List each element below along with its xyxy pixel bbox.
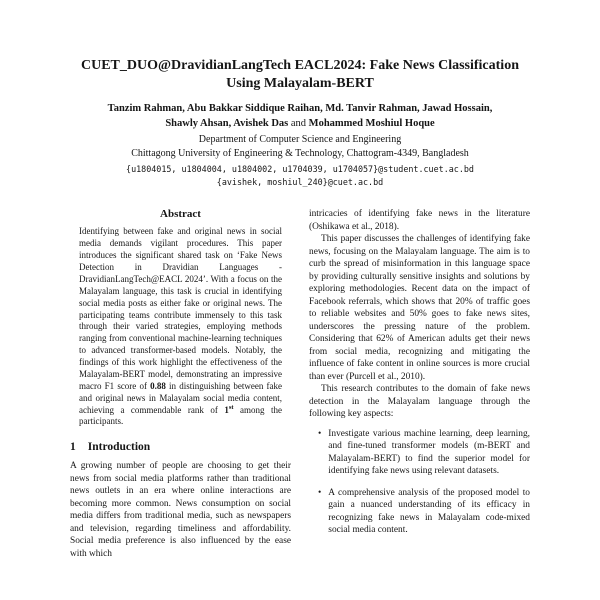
introduction-paragraph: A growing number of people are choosing to get their news from social media platforms rather than traditional news outlets in an era where online interactions are becoming more common. News consumption on social media differs from traditional media, such as newspapers and television, regarding timeliness and affordability. Social media preference is also influenced by the ease with which: [70, 461, 291, 559]
right-paragraph-continuation: intricacies of identifying fake news in the literature (Oshikawa et al., 2018).: [309, 209, 530, 232]
authors-line1: Tanzim Rahman, Abu Bakkar Siddique Raihan, Md. Tanvir Rahman, Jawad Hossain,: [107, 102, 493, 114]
bullet-marker: •: [318, 487, 322, 498]
section-number: 1: [70, 441, 76, 454]
right-column: [309, 208, 530, 560]
section-heading-introduction: [70, 441, 291, 453]
affiliation-department: Department of Computer Science and Engineering: [198, 134, 402, 146]
abstract-part3: among the participants.: [79, 404, 282, 427]
section-title: Introduction: [87, 441, 151, 454]
bullet-text-analysis: A comprehensive analysis of the proposed model to gain a nuanced understanding of its efficacy in recognizing fake news in Malayalam code-mixed social media content.: [328, 487, 530, 536]
two-column-body: [70, 208, 530, 560]
paper-title: [70, 57, 530, 93]
list-item: [318, 487, 530, 537]
author-list: [70, 102, 530, 131]
contribution-bullet-list: [309, 428, 530, 537]
right-paragraph-challenges: This paper discusses the challenges of identifying fake news, focusing on the Malayalam language. The aim is to curb the spread of misinformation in this language space by providing culturally sensitive insights and solutions by exploring methodologies. Recent data on the impact of Facebook referrals, which shows that 20% of traffic goes to reliable websites and 50% goes to fake news sites, underscores the pressing nature of the problem. Considering that 62% of American adults get their news from social media, recognizing and mitigating the influence of fake content in online sources is more crucial than ever (Purcell et al., 2010).: [309, 234, 530, 382]
paper-title-line1: CUET_DUO@DravidianLangTech EACL2024: Fake News Classification: [81, 58, 519, 73]
email-students: {u1804015, u1804004, u1804002, u1704039, u1704057}@student.cuet.ac.bd: [126, 164, 474, 175]
authors-line2-last: Mohammed Moshiul Hoque: [308, 117, 435, 129]
bullet-marker: •: [318, 428, 322, 439]
rank-value: 1: [224, 404, 229, 415]
abstract-part2: in distinguishing between fake and original news in Malayalam social media content, achieving a commendable rank of: [79, 380, 282, 415]
email-block: [70, 163, 530, 188]
abstract-heading: Abstract: [160, 208, 201, 221]
list-item: [318, 428, 530, 478]
abstract-part1: Identifying between fake and original news in social media demands vigilant procedures. This paper introduces the significant shared task on ‘Fake News Detection in Dravidian Languages - DravidianLangTech@EACL 2024’. With a focus on the Malayalam language, this task is crucial in identifying social media posts as either fake or original news. The participating teams contribute immensely to this task through their varied strategies, employing methods ranging from conventional machine-learning techniques to advanced transformer-based models. Notably, the findings of this work highlight the effectiveness of the Malayalam-BERT model, demonstrating an impressive macro F1 score of: [79, 226, 282, 391]
left-column: [70, 208, 291, 560]
email-faculty: {avishek, moshiul_240}@cuet.ac.bd: [216, 176, 384, 187]
abstract-text: [70, 226, 291, 428]
bullet-text-models: Investigate various machine learning, deep learning, and fine-tuned transformer models (m-BERT and Malayalam-BERT) to find the superior model for identifying fake news using relevant datasets.: [328, 428, 530, 477]
right-paragraph-contributions: This research contributes to the domain of fake news detection in the Malayalam language through the following key aspects:: [309, 384, 530, 420]
authors-line2: [70, 117, 530, 132]
paper-front-matter: [70, 57, 530, 188]
f1-score-value: 0.88: [150, 380, 166, 391]
affiliation-university: Chittagong University of Engineering & Technology, Chattogram-4349, Bangladesh: [131, 147, 469, 159]
affiliation-block: [70, 133, 530, 160]
paper-title-line2: Using Malayalam-BERT: [226, 75, 374, 91]
authors-line2-names: Shawly Ahsan, Avishek Das: [165, 117, 289, 129]
authors-conjunction: and: [290, 117, 307, 129]
rank-ordinal-suffix: st: [228, 403, 234, 411]
